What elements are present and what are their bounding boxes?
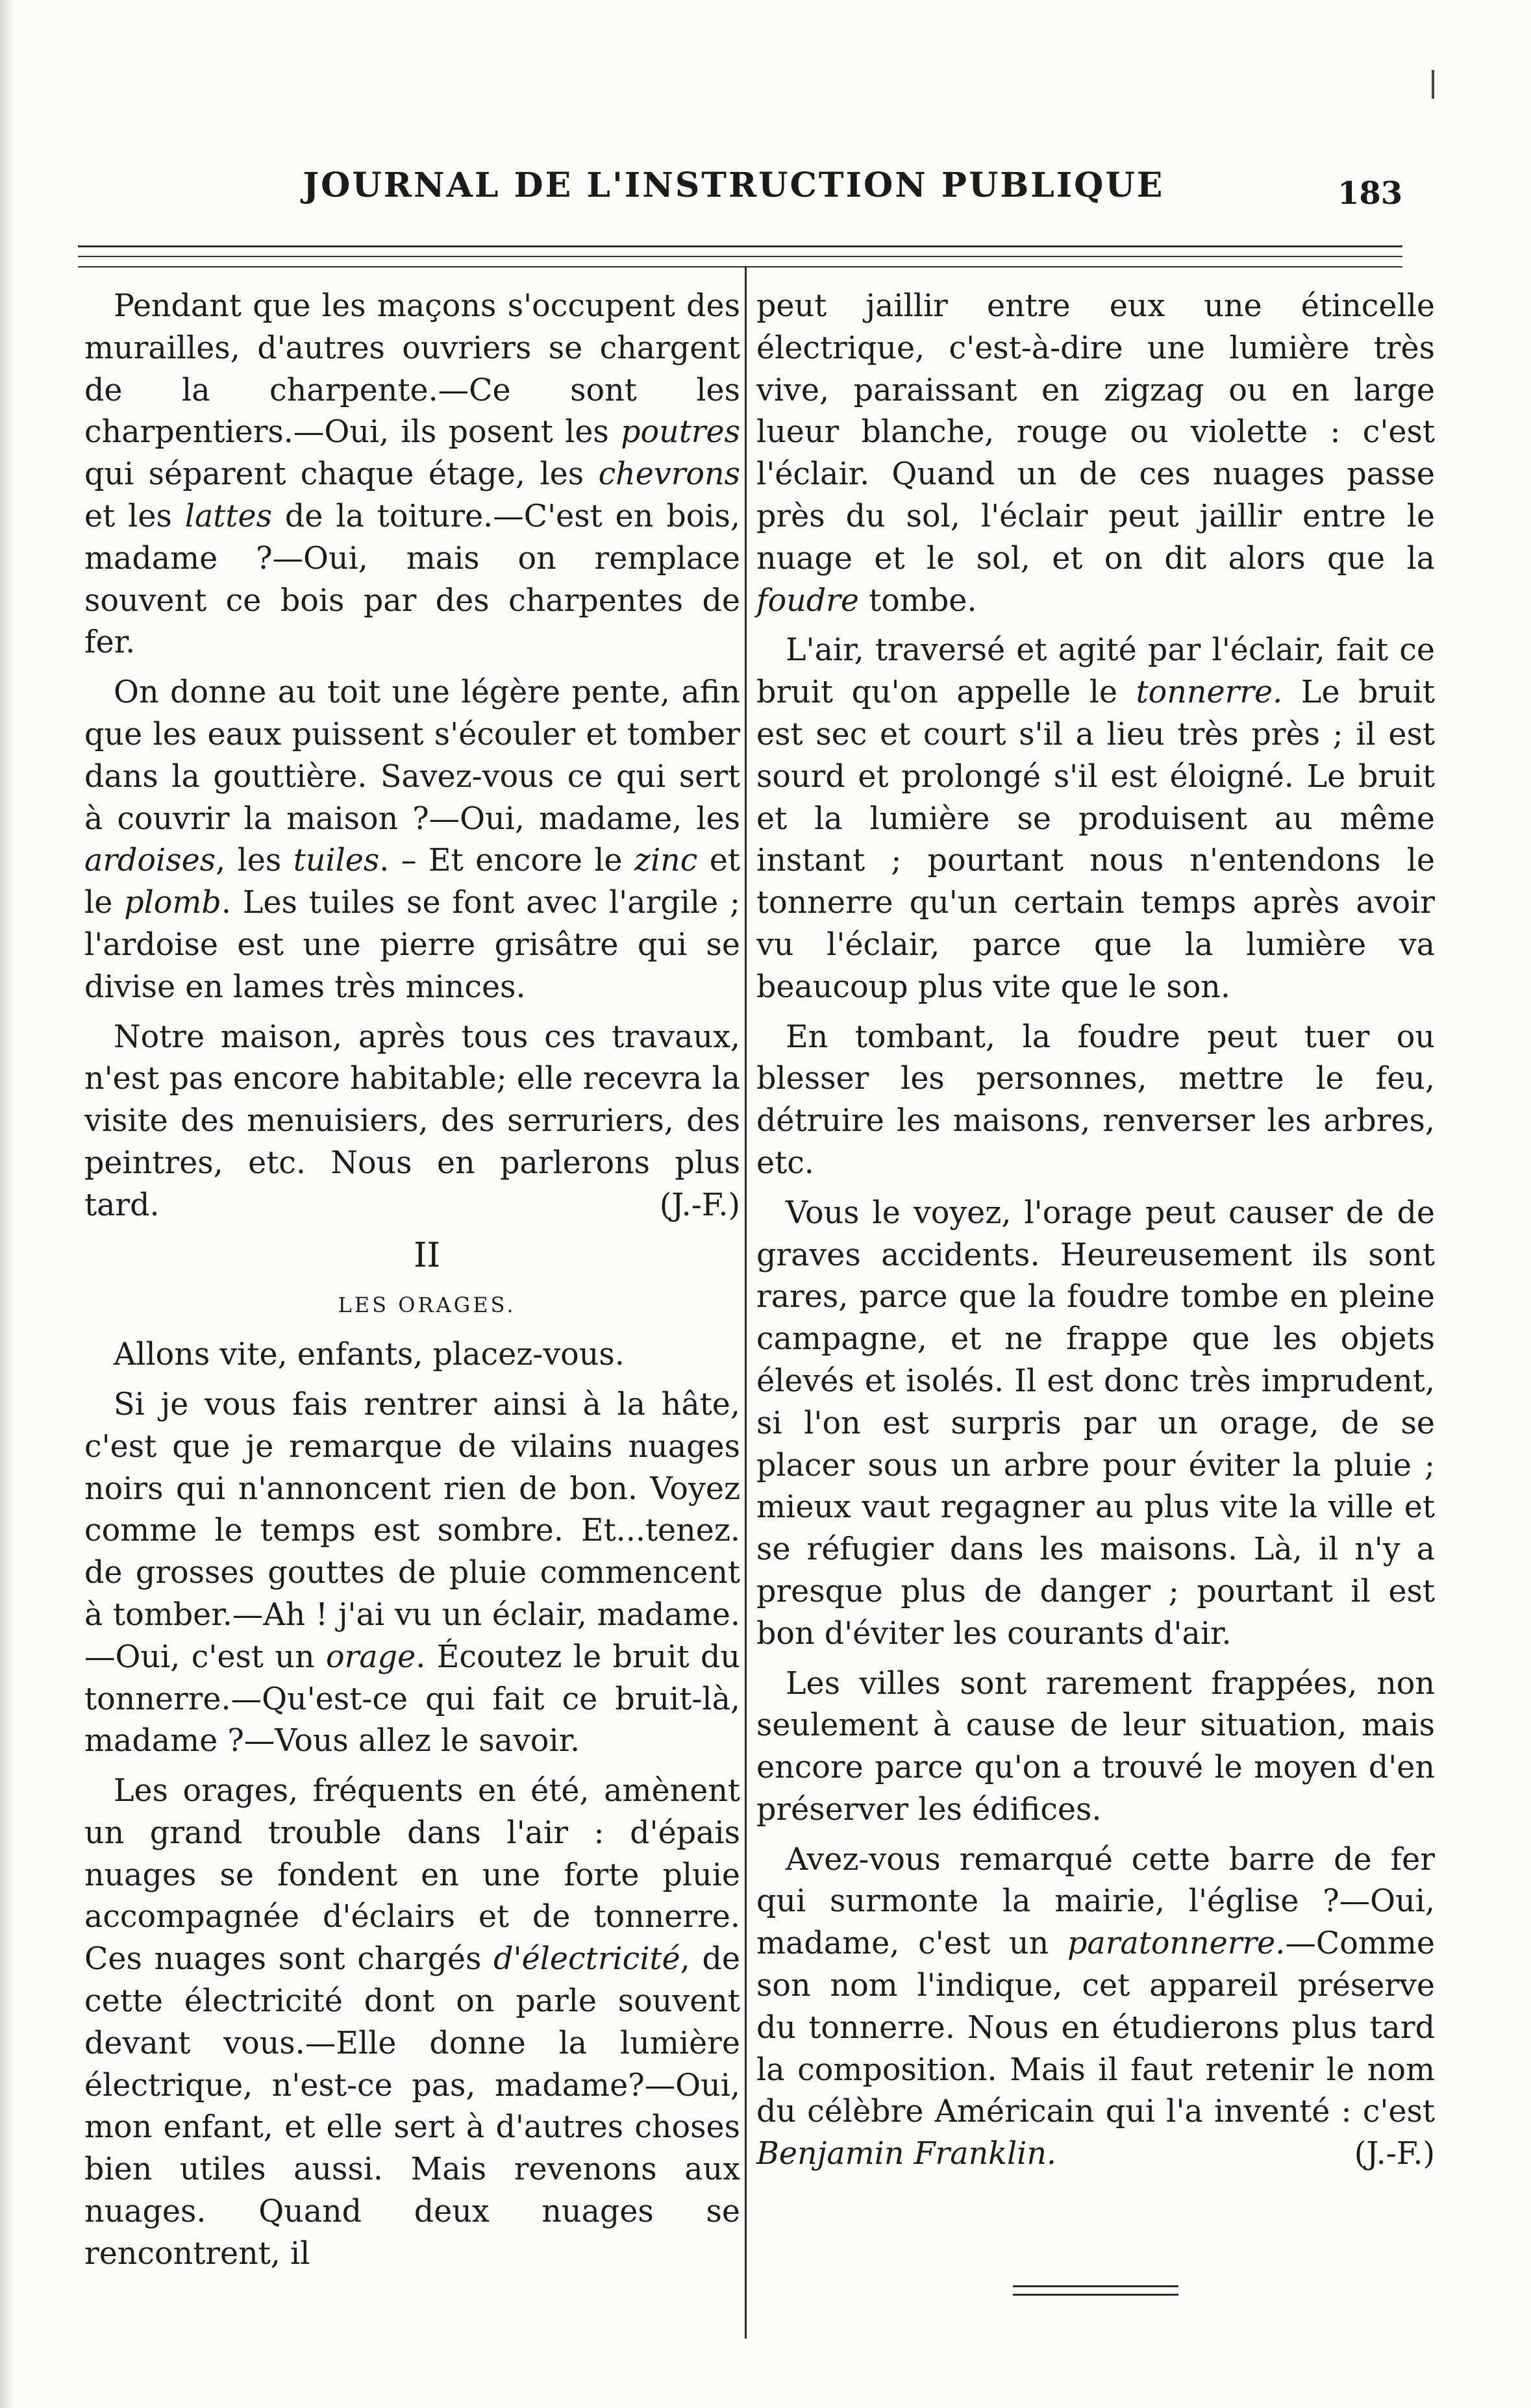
paragraph: On donne au toit une légère pente, afin que les eaux puissent s'écouler et tomber dans la gouttière. Savez-vous ce qui sert à couvrir la maison ?—Oui, madame, les ardoises, les tuiles. – Et encore le zinc et le plomb. Les tuiles se font avec l'argile ; l'ardoise est une pierre grisâtre qui se divise en lames très minces.	[84, 675, 741, 1005]
end-rule	[1013, 2294, 1178, 2296]
paragraph: Notre maison, après tous ces travaux, n'est pas encore habitable; elle recevra la visite des menuisiers, des serruriers, des peintres, etc. Nous en parlerons plus tard. (J.-F.)	[84, 1017, 740, 1227]
paragraph: Allons vite, enfants, placez-vous.	[114, 1337, 625, 1373]
author-signature: (J.-F.)	[1354, 2136, 1435, 2172]
header-rule	[78, 266, 1402, 267]
end-rule	[1013, 2285, 1178, 2287]
header-rule	[78, 256, 1402, 257]
paragraph: En tombant, la foudre peut tuer ou blesser les personnes, mettre le feu, détruire les maisons, renverser les arbres, etc.	[756, 1019, 1435, 1181]
paragraph: L'air, traversé et agité par l'éclair, fait ce bruit qu'on appelle le tonnerre. Le bruit est sec et court s'il a lieu très près ; il est sourd et prolongé s'il est éloigné. Le bruit et la lumière se produisent au même instant ; pourtant nous n'entendons le tonnerre qu'un certain temps après avoir vu l'éclair, parce que la lumière va beaucoup plus vite que le son.	[756, 632, 1435, 1005]
paragraph: Vous le voyez, l'orage peut causer de de graves accidents. Heureusement ils sont rares, parce que la foudre tombe en pleine campagne, et ne frappe que les objets élevés et isolés. Il est donc très imprudent, si l'on est surpris par un orage, de se placer sous un arbre pour éviter la pluie ; mieux vaut regagner au plus vite la ville et se réfugier dans les maisons. Là, il n'y a presque plus de danger ; pourtant il est bon d'éviter les courants d'air.	[756, 1195, 1435, 1652]
section-number: II	[413, 1235, 441, 1275]
running-title: JOURNAL DE L'INSTRUCTION PUBLIQUE	[303, 166, 1165, 205]
page-number: 183	[1338, 175, 1403, 212]
section-title: LES ORAGES.	[338, 1293, 516, 1318]
author-signature: (J.-F.)	[659, 1187, 740, 1223]
paragraph: Les orages, fréquents en été, amènent un grand trouble dans l'air : d'épais nuages se fondent en une forte pluie accompagnée d'éclairs et de tonnerre. Ces nuages sont chargés d'électricité, de cette électricité dont on parle souvent devant vous.—Elle donne la lumière électrique, n'est-ce pas, madame?—Oui, mon enfant, et elle sert à d'autres choses bien utiles aussi. Mais revenons aux nuages. Quand deux nuages se rencontrent, il	[84, 1773, 741, 2272]
right-column	[756, 286, 1435, 2183]
paragraph: Les villes sont rarement frappées, non seulement à cause de leur situation, mais encore parce qu'on a trouvé le moyen d'en préserver les édifices.	[756, 1665, 1435, 1828]
left-column	[84, 286, 740, 2283]
scan-edge	[0, 0, 14, 2408]
scan-mark	[1432, 70, 1434, 99]
column-divider	[745, 267, 747, 2339]
paragraph: Si je vous fais rentrer ainsi à la hâte, c'est que je remarque de vilains nuages noirs qui n'annoncent rien de bon. Voyez comme le temps est sombre. Et...tenez. de grosses gouttes de pluie commencent à tomber.—Ah ! j'ai vu un éclair, madame.—Oui, c'est un orage. Écoutez le bruit du tonnerre.—Qu'est-ce qui fait ce bruit-là, madame ?—Vous allez le savoir.	[84, 1386, 740, 1759]
header-rule	[78, 245, 1402, 247]
paragraph: Avez-vous remarqué cette barre de fer qui surmonte la mairie, l'église ?—Oui, madame, c'est un paratonnerre.—Comme son nom l'indique, cet appareil préserve du tonnerre. Nous en étudierons plus tard la composition. Mais il faut retenir le nom du célèbre Américain qui l'a inventé : c'est Benjamin Franklin. (J.-F.)	[756, 1839, 1435, 2176]
paragraph: Pendant que les maçons s'occupent des murailles, d'autres ouvriers se chargent de la charpente.—Ce sont les charpentiers.—Oui, ils posent les poutres qui séparent chaque étage, les chevrons et les lattes de la toiture.—C'est en bois, madame ?—Oui, mais on remplace souvent ce bois par des charpentes de fer.	[84, 288, 740, 661]
paragraph: peut jaillir entre eux une étincelle électrique, c'est-à-dire une lumière très vive, paraissant en zigzag ou en large lueur blanche, rouge ou violette : c'est l'éclair. Quand un de ces nuages passe près du sol, l'éclair peut jaillir entre le nuage et le sol, et on dit alors que la foudre tombe.	[756, 288, 1435, 619]
